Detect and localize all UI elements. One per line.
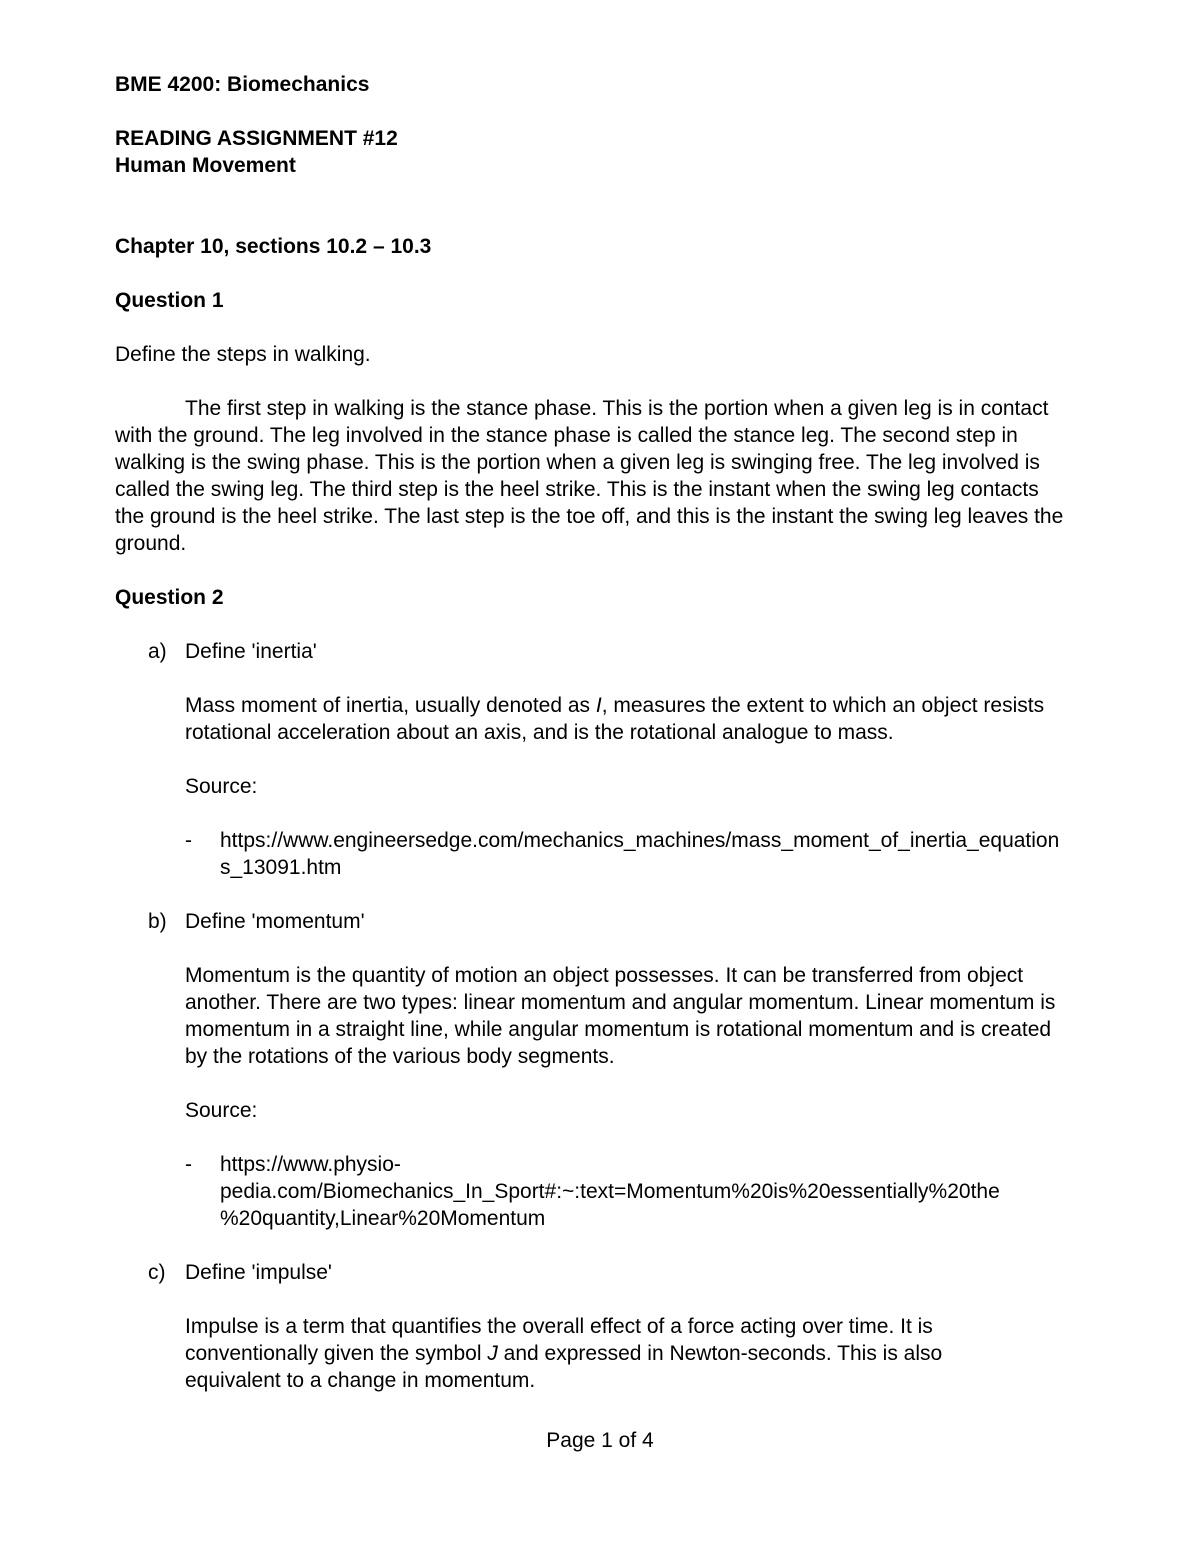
answer-2c-part2: and expressed in Newton-seconds. This is also equivalent to a change in momentum. (185, 1342, 943, 1392)
question-2b (115, 908, 1075, 935)
source-link-b-line2: pedia.com/Biomechanics_In_Sport#:~:text=Momentum%20is%20essentially%20the (220, 1180, 1000, 1203)
item-marker-b: b) (148, 910, 167, 933)
question-2c-prompt: Define 'impulse' (185, 1261, 332, 1284)
source-link-b-line1: https://www.physio- (220, 1153, 401, 1176)
source-link-b[interactable] (220, 1151, 1060, 1232)
source-link-b-line3: %20quantity,Linear%20Momentum (220, 1207, 546, 1230)
question-2b-prompt: Define 'momentum' (185, 910, 365, 933)
question-2b-answer (115, 962, 1075, 1070)
course-title: BME 4200: Biomechanics (115, 73, 370, 96)
assignment-title: READING ASSIGNMENT #12 (115, 127, 398, 150)
question-1-heading: Question 1 (115, 289, 224, 312)
page-number: Page 1 of 4 (546, 1429, 654, 1452)
bullet-dash: - (185, 1153, 192, 1176)
chapter-reference: Chapter 10, sections 10.2 – 10.3 (115, 235, 432, 258)
question-2a-answer (115, 692, 1075, 746)
answer-2a-part1: Mass moment of inertia, usually denoted as (185, 694, 596, 717)
question-2-heading: Question 2 (115, 586, 224, 609)
question-2a-source (115, 773, 1075, 800)
item-marker-c: c) (148, 1261, 166, 1284)
source-item-a (115, 827, 1060, 881)
question-2a (115, 638, 1075, 665)
source-link-a[interactable]: https://www.engineersedge.com/mechanics_machines/mass_moment_of_inertia_equations_13091.htm (220, 829, 1060, 879)
inertia-symbol: I (595, 694, 602, 717)
source-item-b (115, 1151, 1060, 1232)
item-marker-a: a) (148, 640, 167, 663)
answer-2a-part2: , measures the extent to which an object resists rotational acceleration about an axis, and is the rotational analogue to mass. (185, 694, 1045, 744)
question-1-answer: The first step in walking is the stance phase. This is the portion when a given leg is in contact with the ground. The leg involved in the stance phase is called the stance leg. The second step in walking is the swing phase. This is the portion when a given leg is swinging free. The leg involved is called the swing leg. The third step is the heel strike. This is the instant when the swing leg contacts the ground is the heel strike. The last step is the toe off, and this is the instant the swing leg leaves the ground. (115, 397, 1064, 555)
impulse-symbol: J (487, 1342, 498, 1365)
question-2b-source (115, 1097, 1075, 1124)
answer-2b: Momentum is the quantity of motion an object possesses. It can be transferred from object another. There are two types: linear momentum and angular momentum. Linear momentum is momentum in a straight line, while angular momentum is rotational momentum and is created by the rotations of the various body segments. (185, 964, 1056, 1068)
question-1-prompt: Define the steps in walking. (115, 343, 371, 366)
question-2c (115, 1259, 1075, 1286)
topic-title: Human Movement (115, 154, 296, 177)
source-label-a: Source: (185, 775, 258, 798)
source-label-b: Source: (185, 1099, 258, 1122)
document-page (115, 71, 1075, 1394)
question-2c-answer (115, 1313, 1075, 1394)
question-2a-prompt: Define 'inertia' (185, 640, 317, 663)
bullet-dash: - (185, 829, 192, 852)
answer-2c-part1: Impulse is a term that quantifies the overall effect of a force acting over time. It is conventionally given the symbol (185, 1315, 933, 1365)
